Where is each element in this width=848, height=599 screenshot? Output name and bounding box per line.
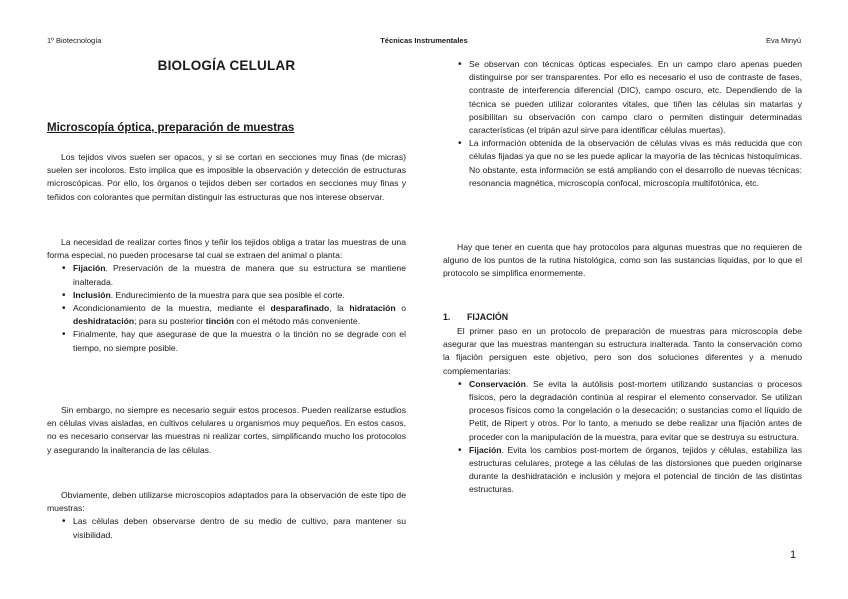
heading-text: FIJACIÓN: [467, 312, 509, 322]
paragraph-fijacion: [443, 325, 802, 497]
header-subject: Técnicas Instrumentales: [380, 36, 468, 45]
term-inclusion: Inclusión: [73, 289, 111, 300]
list-item: [443, 58, 802, 137]
item-text: Finalmente, hay que asegurase de que la muestra o la tinción no se degrade con el tiempo, no siempre posible.: [73, 329, 406, 353]
paragraph-text: Hay que tener en cuenta que hay protocolos para algunas muestras que no requieren de alguno de los puntos de la rutina histológica, como son las sustancias líquidas, por lo que el protocolo se simplifica enormemente.: [443, 242, 802, 279]
item-text: . Preservación de la muestra de manera que su estructura se mantiene inalterada.: [73, 263, 406, 287]
header-author: Eva Minyú: [765, 36, 801, 45]
list-item: [47, 515, 406, 541]
item-text: ; para su posterior: [134, 316, 206, 327]
term-fijacion: Fijación: [469, 444, 502, 455]
term-hidratacion: hidratación: [349, 303, 396, 314]
term-conservacion: Conservación: [469, 378, 526, 389]
subsection-heading-fijacion: [443, 312, 508, 322]
list-item: [443, 137, 802, 190]
item-text: . Se evita la autólisis post-mortem utilizando sustancias o procesos físicos, pero la degradación continúa al respirar el elemento conservador. Se utilizan procesos físicos como la congelación o la desecación; o sustancias como el líquido de Petit, de Ripert y otros. Por lo tanto, a menudo se debe realizar una fijación antes de proceder con la manipulación de la muestra, para evitar que se destruya su estructura.: [469, 378, 802, 442]
list-item: [47, 262, 406, 288]
paragraph-text: Obviamente, deben utilizarse microscopios adaptados para la observación de este tipo de muestras:: [47, 490, 406, 514]
paragraph-text: La necesidad de realizar cortes finos y teñir los tejidos obliga a tratar las muestras de una forma especial, no pueden procesarse tal cual se extraen del animal o planta:: [47, 237, 406, 261]
page-number: 1: [790, 549, 797, 561]
item-text: . Endurecimiento de la muestra para que sea posible el corte.: [110, 289, 345, 300]
term-tincion: tinción: [205, 316, 234, 327]
live-cell-list: [47, 515, 406, 541]
paragraph-intro: [47, 151, 406, 204]
item-text: Acondicionamiento de la muestra, mediante el: [73, 303, 271, 314]
paragraph-live-cells: [47, 404, 406, 457]
fijacion-list: [443, 378, 802, 497]
paragraph-text: Los tejidos vivos suelen ser opacos, y si se cortan en secciones muy finas (de micras) suelen ser incoloros. Esto implica que es imposible la observación y detección de estructuras microscópicas. Por ello, los órganos o tejidos deben ser cortados en secciones muy finas y teñidos con colorantes que permitan distinguir las estructuras que nos interese observar.: [47, 152, 406, 202]
item-text: Se observan con técnicas ópticas especiales. En un campo claro apenas pueden distinguirse por ser transparentes. Por ello es necesario el uso de contraste de fases, contraste de interferencia diferencial (DIC), campo oscuro, etc. Dependiendo de la técnica se pueden utilizar colorantes vitales, que tiñen las células sin matarlas y posibilitan su observación con campo claro o permiten distinguir determinadas características (el tripán azul sirve para identificar células muertas).: [469, 59, 802, 136]
list-item: [443, 444, 802, 497]
paragraph-microscopes: [47, 489, 406, 542]
list-item: [443, 378, 802, 444]
section-heading: Microscopía óptica, preparación de muestras: [47, 122, 295, 134]
term-deshidratacion: deshidratación: [73, 316, 135, 327]
paragraph-processing: [47, 236, 406, 355]
live-cell-list-continued: [443, 58, 802, 190]
term-fijacion: Fijación: [73, 263, 106, 274]
document-title: BIOLOGÍA CELULAR: [157, 58, 296, 73]
item-text: Las células deben observarse dentro de su medio de cultivo, para mantener su visibilidad.: [73, 516, 406, 540]
item-text: o: [395, 303, 406, 314]
heading-number: 1.: [443, 312, 451, 322]
item-text: La información obtenida de la observación de células vivas es más reducida que con células fijadas ya que no se les puede aplicar la mayoría de las técnicas histoquímicas. No obstante, esta información se está ampliando con el desarrollo de nuevas técnicas: resonancia magnética, microscopía confocal, microscopía multifotónica, etc.: [469, 138, 802, 188]
list-item: [47, 302, 406, 328]
header-course: 1º Biotecnología: [47, 36, 102, 45]
paragraph-protocols: [443, 241, 802, 281]
term-desparafinado: desparafinado: [270, 303, 330, 314]
list-item: [47, 289, 406, 302]
item-text: con el método más conveniente.: [233, 316, 361, 327]
item-text: . Evita los cambios post-mortem de órganos, tejidos y células, estabiliza las estructuras celulares, protege a las células de las distorsiones que pueden originarse durante la deshidratación e inclusión y mejora el potencial de tinción de las distintas estructuras.: [469, 444, 802, 495]
list-item: [47, 328, 406, 354]
paragraph-text: Sin embargo, no siempre es necesario seguir estos procesos. Pueden realizarse estudios en células vivas aisladas, en cultivos celulares u organismos muy pequeños. En estos casos, no es necesario conservar las muestras ni realizar cortes, simplificando mucho los protocolos y asegurando la inalterancia de las células.: [47, 405, 406, 455]
processing-steps-list: [47, 262, 406, 354]
paragraph-text: El primer paso en un protocolo de preparación de muestras para microscopía debe asegurar que las muestras mantengan su estructura inalterada. Tanto la conservación como la fijación persiguen este objetivo, pero son dos soluciones diferentes y a menudo complementarias:: [443, 326, 802, 376]
bullet-list: [443, 58, 802, 190]
item-text: , la: [329, 303, 350, 314]
